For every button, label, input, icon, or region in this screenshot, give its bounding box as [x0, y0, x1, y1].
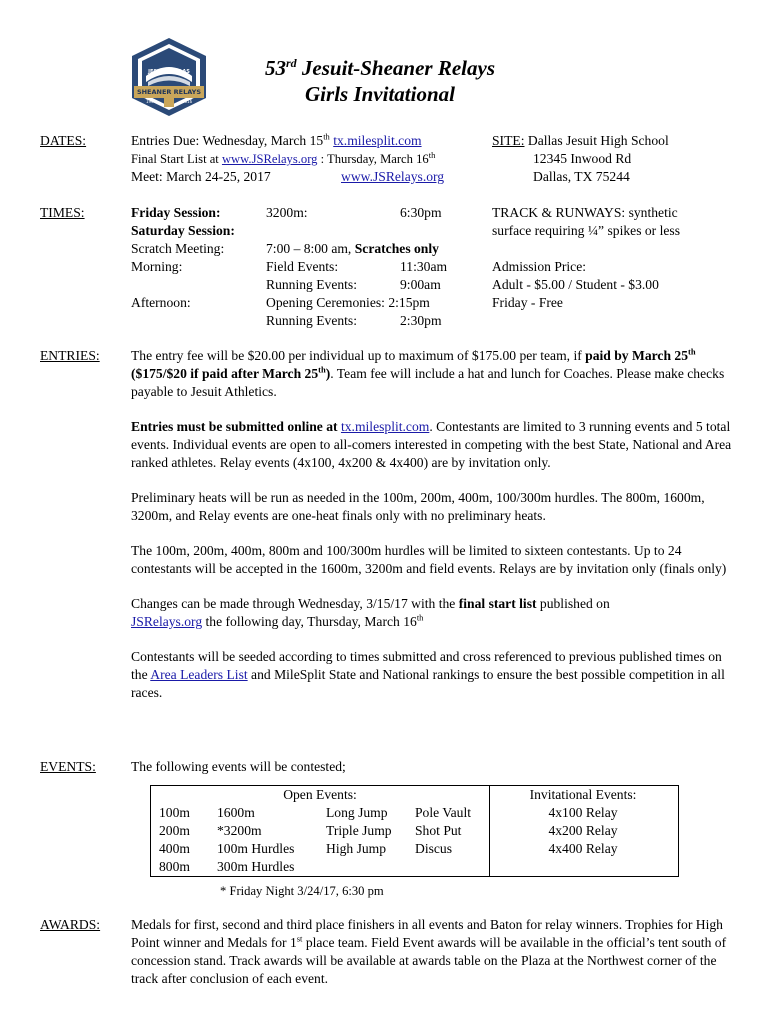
open-col-jumps	[326, 804, 392, 858]
event-item: 400m	[159, 841, 190, 856]
row-3200	[266, 204, 466, 222]
title-line2: Girls Invitational	[305, 82, 455, 106]
changes-text: Changes can be made through Wednesday, 3/15/17 with the	[131, 596, 459, 611]
row-running	[266, 276, 466, 294]
invitational-header: Invitational Events:	[529, 787, 637, 802]
awards-sup: st	[296, 933, 303, 944]
track-line1: TRACK & RUNWAYS: synthetic	[492, 205, 678, 220]
final-start-sup: th	[428, 149, 436, 160]
events-label: EVENTS:	[40, 759, 96, 774]
running-events-time-2: 2:30pm	[400, 313, 442, 328]
scratch-only: Scratches only	[354, 241, 439, 256]
awards-block	[131, 916, 727, 988]
entries-label: ENTRIES:	[40, 348, 100, 363]
title-name: Jesuit-Sheaner Relays	[296, 56, 495, 80]
entries-fee-paragraph	[131, 347, 733, 401]
event-item: High Jump	[326, 841, 387, 856]
jsrelays-link-2[interactable]: JSRelays.org	[131, 614, 203, 629]
friday-session: Friday Session:	[131, 205, 221, 220]
event-item: Pole Vault	[415, 805, 472, 820]
fee-late-sup: th	[318, 364, 326, 375]
times-label: TIMES:	[40, 205, 85, 220]
final-start-line	[131, 150, 471, 168]
fee-late: ($175/$20 if paid after March 25	[131, 366, 319, 381]
entries-online-paragraph	[131, 418, 733, 472]
site-name: Dallas Jesuit High School	[524, 133, 669, 148]
event-3200: 3200m:	[266, 205, 308, 220]
meet-line	[131, 168, 471, 186]
scratch-meeting: Scratch Meeting:	[131, 241, 225, 256]
limits-paragraph: The 100m, 200m, 400m, 800m and 100/300m hurdles will be limited to sixteen contestants. Up to 24 contestants will be accepted in the 1600m, 3200m and field events. Relays are by invitation only (finals only)	[131, 543, 727, 576]
dates-block	[131, 132, 471, 186]
jsrelays-link-small[interactable]: www.JSRelays.org	[221, 152, 318, 166]
track-block	[492, 204, 742, 312]
page-title	[220, 55, 540, 107]
relay-item: 4x400 Relay	[548, 841, 618, 856]
track-line2: surface requiring ¼” spikes or less	[492, 223, 680, 238]
awards-paragraph	[131, 916, 727, 988]
event-logo	[128, 36, 210, 118]
open-col-throws	[415, 804, 471, 858]
running-events-label: Running Events:	[266, 277, 358, 292]
event-item: 800m	[159, 859, 190, 874]
logo-year-right: 2016	[182, 99, 193, 104]
times-labels-col	[131, 204, 266, 312]
online-rest: . Contestants are limited to 3 running events and 5 total events. Individual events are open to all-comers interested in competing with the best State, National and Area ranked athletes. Relay events (4x100, 4x200 & 4x400) are by invitation only.	[131, 419, 732, 470]
row-running-2	[266, 312, 466, 330]
fee-deadline-sup: th	[688, 346, 696, 357]
fee-deadline: paid by March 25	[585, 348, 689, 363]
site-street: 12345 Inwood Rd	[533, 151, 632, 166]
fee-late-close: )	[325, 366, 331, 381]
site-block	[492, 132, 732, 186]
event-item: Discus	[415, 841, 453, 856]
seeding-text-2: and MileSplit State and National rankings to ensure the best possible competition in all races.	[131, 667, 725, 700]
final-start-text: Final Start List at	[131, 152, 222, 166]
awards-label: AWARDS:	[40, 917, 101, 932]
preliminary-paragraph: Preliminary heats will be run as needed in the 100m, 200m, 400m, 100/300m hurdles. The 800m, 1600m, 3200m, and Relay events are one-heat finals only with no preliminary heats.	[131, 490, 705, 523]
scratch-time-line	[266, 240, 466, 258]
saturday-session: Saturday Session:	[131, 223, 235, 238]
changes-text-3: the following day, Thursday, March 16	[202, 614, 417, 629]
event-item: Long Jump	[326, 805, 388, 820]
open-col-sprints	[159, 804, 190, 876]
invitational-events-box	[488, 785, 679, 877]
events-intro: The following events will be contested;	[131, 759, 346, 774]
event-item: *3200m	[217, 823, 262, 838]
changes-sup: th	[416, 612, 424, 623]
final-start-date: : Thursday, March 16	[317, 152, 429, 166]
meet-dates: Meet: March 24-25, 2017	[131, 169, 271, 184]
event-item: Shot Put	[415, 823, 462, 838]
event-item: 100m Hurdles	[217, 841, 295, 856]
field-events-label: Field Events:	[266, 259, 339, 274]
fee-text-rest: . Team fee will include a hat and lunch for Coaches. Please make checks payable to Jesuit Athletics.	[131, 366, 725, 399]
seeding-text: Contestants will be seeded according to times submitted and cross referenced to previous published times on the	[131, 649, 722, 682]
running-events-time: 9:00am	[400, 277, 441, 292]
title-line1	[220, 55, 540, 81]
relay-item: 4x200 Relay	[548, 823, 618, 838]
relay-item: 4x100 Relay	[548, 805, 618, 820]
changes-bold: final start list	[458, 596, 537, 611]
row-field	[266, 258, 466, 276]
events-footnote: * Friday Night 3/24/17, 6:30 pm	[220, 884, 384, 898]
opening-ceremonies: Opening Ceremonies: 2:15pm	[266, 295, 430, 310]
title-ordinal: rd	[285, 56, 297, 70]
logo-badge-icon	[128, 36, 210, 118]
admission-prices: Adult - $5.00 / Student - $3.00	[492, 277, 659, 292]
dates-label: DATES:	[40, 133, 87, 148]
event-item: 1600m	[217, 805, 255, 820]
times-values-col	[266, 204, 466, 330]
event-item: Triple Jump	[326, 823, 392, 838]
open-events-header: Open Events:	[283, 787, 357, 802]
entries-due-line	[131, 132, 471, 150]
awards-text: Medals for first, second and third place finishers in all events and Baton for relay winners. Trophies for High Point winner and Medals for 1	[131, 917, 723, 950]
changes-text-2: published on	[536, 596, 610, 611]
seeding-paragraph	[131, 648, 733, 702]
afternoon-label: Afternoon:	[131, 295, 191, 310]
scratch-time: 7:00 – 8:00 am,	[266, 241, 355, 256]
changes-paragraph	[131, 595, 733, 631]
entries-block	[131, 347, 733, 702]
admission-friday: Friday - Free	[492, 295, 563, 310]
event-item: 300m Hurdles	[217, 859, 295, 874]
site-city: Dallas, TX 75244	[533, 169, 630, 184]
logo-text-top: JESUIT DALLAS	[148, 69, 190, 75]
jsrelays-link[interactable]: www.JSRelays.org	[341, 169, 445, 184]
awards-text-2: place team. Field Event awards will be available in the official’s tent south of concession stand. Track awards will be available at awards table on the Plaza at the Northwest corner of the track after conclusion of each event.	[131, 935, 727, 986]
field-events-time: 11:30am	[400, 259, 448, 274]
open-col-distance	[217, 804, 294, 876]
entries-due-sup: th	[323, 131, 330, 142]
event-item: 100m	[159, 805, 190, 820]
morning-label: Morning:	[131, 259, 183, 274]
open-events-box	[150, 785, 490, 877]
running-events-label-2: Running Events:	[266, 313, 358, 328]
online-bold: Entries must be submitted online at	[131, 419, 341, 434]
milesplit-link[interactable]: tx.milesplit.com	[333, 133, 422, 148]
time-3200: 6:30pm	[400, 205, 442, 220]
site-line	[492, 132, 732, 150]
site-label: SITE:	[492, 133, 525, 148]
milesplit-link-2[interactable]: tx.milesplit.com	[340, 419, 430, 434]
entries-due-text: Entries Due: Wednesday, March 15	[131, 133, 324, 148]
title-number: 53	[264, 56, 286, 80]
area-leaders-link[interactable]: Area Leaders List	[150, 667, 248, 682]
logo-year-left: 1964	[146, 99, 157, 104]
fee-text: The entry fee will be $20.00 per individual up to maximum of $175.00 per team, if	[131, 348, 586, 363]
event-item: 200m	[159, 823, 190, 838]
logo-text-main: SHEANER RELAYS	[136, 88, 202, 96]
admission-label: Admission Price:	[492, 259, 587, 274]
